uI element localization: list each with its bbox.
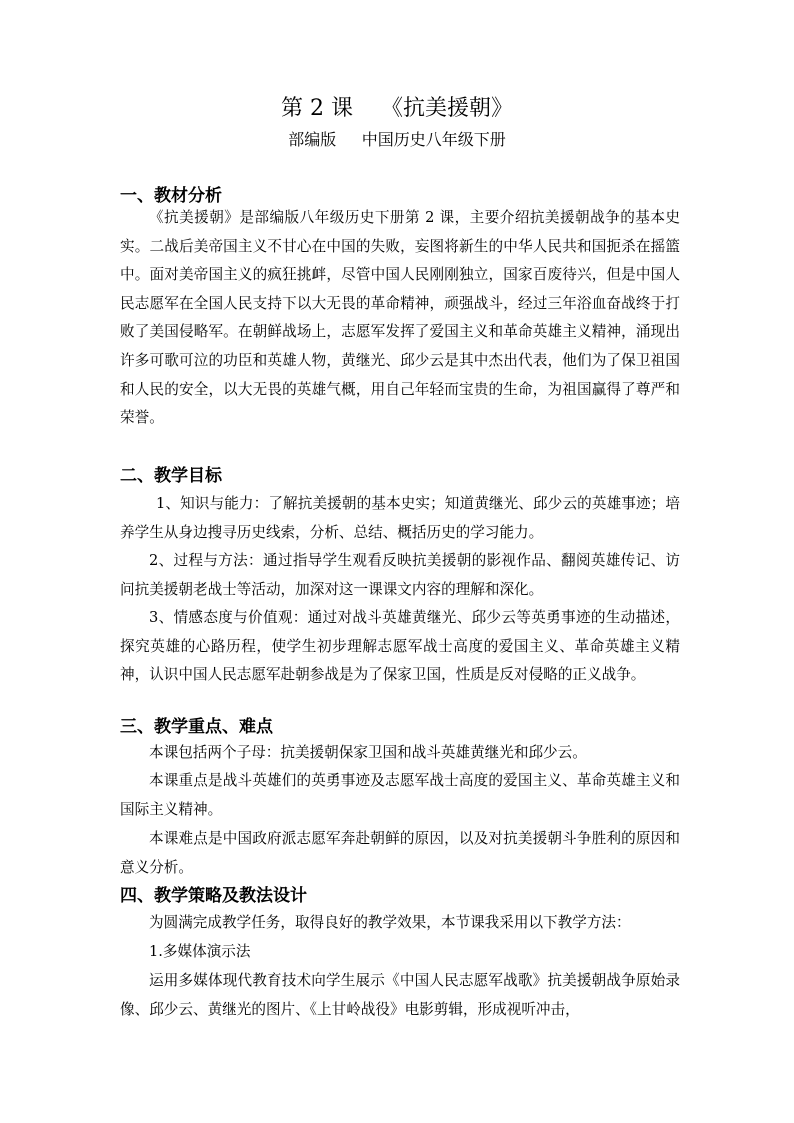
paragraph: 2、过程与方法：通过指导学生观看反映抗美援朝的影视作品、翻阅英雄传记、访问抗美援朝老战士等活动，加深对这一课课文内容的理解和深化。 xyxy=(120,552,680,598)
section-heading-teaching-strategy: 四、教学策略及教法设计 xyxy=(120,886,307,906)
paragraph: 《抗美援朝》是部编版八年级历史下册第 2 课，主要介绍抗美援朝战争的基本史实。二战后美帝国主义不甘心在中国的失败，妄图将新生的中华人民共和国扼杀在摇篮中。面对美帝国主义的疯狂挑衅，尽管中国人民刚刚独立，国家百废待兴，但是中国人民志愿军在全国人民支持下以大无畏的革命精神，顽强战斗，经过三年浴血奋战终于打败了美国侵略军。在朝鲜战场上，志愿军发挥了爱国主义和革命英雄主义精神，涌现出许多可歌可泣的功臣和英雄人物，黄继光、邱少云是其中杰出代表，他们为了保卫祖国和人民的安全，以大无畏的英雄气概，用自己年轻而宝贵的生命，为祖国赢得了尊严和荣誉。 xyxy=(120,209,680,427)
section-heading-teaching-goals: 二、教学目标 xyxy=(120,466,222,486)
paragraph: 运用多媒体现代教育技术向学生展示《中国人民志愿军战歌》抗美援朝战争原始录像、邱少云、黄继光的图片、《上甘岭战役》电影剪辑，形成视听冲击， xyxy=(120,972,680,1018)
paragraph: 1.多媒体演示法 xyxy=(149,943,251,960)
paragraph: 1、知识与能力：了解抗美援朝的基本史实；知道黄继光、邱少云的英雄事迹；培养学生从身边搜寻历史线索，分析、总结、概括历史的学习能力。 xyxy=(120,495,680,541)
section-heading-textbook-analysis: 一、教材分析 xyxy=(120,186,222,206)
paragraph: 3、情感态度与价值观：通过对战斗英雄黄继光、邱少云等英勇事迹的生动描述，探究英雄的心路历程，使学生初步理解志愿军战士高度的爱国主义、革命英雄主义精神，认识中国人民志愿军赴朝参战是为了保家卫国，性质是反对侵略的正义战争。 xyxy=(120,609,680,684)
lesson-title: 第 2 课 《抗美援朝》 xyxy=(281,96,513,121)
section-heading-key-points: 三、教学重点、难点 xyxy=(120,717,273,737)
paragraph: 为圆满完成教学任务，取得良好的教学效果，本节课我采用以下教学方法： xyxy=(149,914,631,931)
paragraph: 本课重点是战斗英雄们的英勇事迹及志愿军战士高度的爱国主义、革命英雄主义和国际主义精神。 xyxy=(120,772,680,818)
paragraph: 本课包括两个子母：抗美援朝保家卫国和战斗英雄黄继光和邱少云。 xyxy=(149,744,587,761)
paragraph: 本课难点是中国政府派志愿军奔赴朝鲜的原因，以及对抗美援朝斗争胜利的原因和意义分析。 xyxy=(120,830,680,876)
lesson-subtitle: 部编版 中国历史八年级下册 xyxy=(288,130,506,149)
